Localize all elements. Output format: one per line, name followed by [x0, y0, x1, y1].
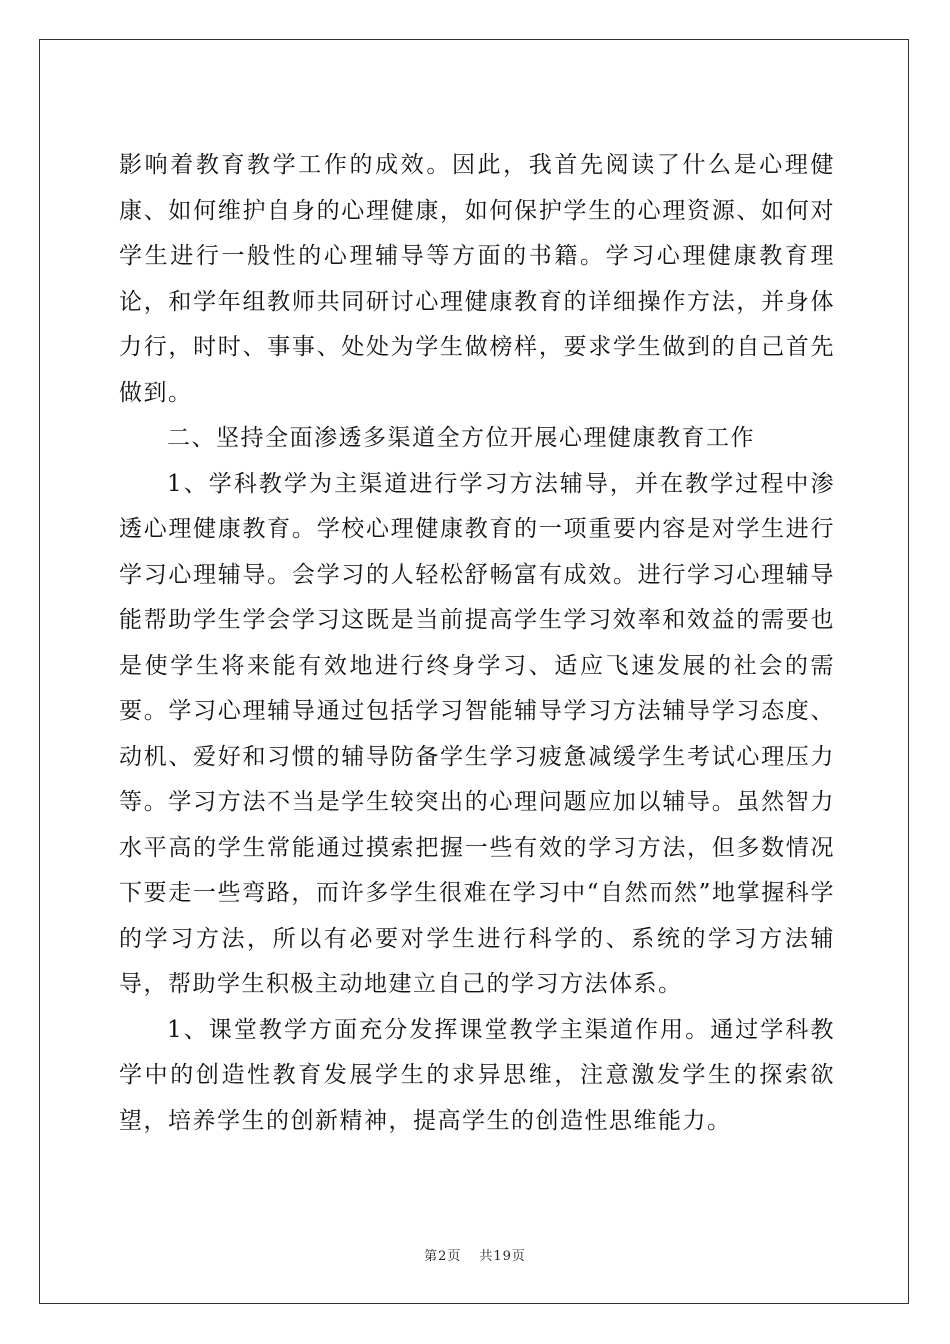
document-page: [39, 39, 909, 1304]
paragraph-intro: 影响着教育教学工作的成效。因此，我首先阅读了什么是心理健康、如何维护自身的心理健康，如何保护学生的心理资源、如何对学生进行一般性的心理辅导等方面的书籍。学习心理健康教育理论，和学年组教师共同研讨心理健康教育的详细操作方法，并身体力行，时时、事事、处处为学生做榜样，要求学生做到的自己首先做到。: [119, 152, 835, 406]
page-total: 共19页: [479, 1249, 526, 1264]
page-number: 第2页: [424, 1249, 462, 1264]
paragraph-classroom-teaching: 1、课堂教学方面充分发挥课堂教学主渠道作用。通过学科教学中的创造性教育发展学生的求异思维，注意激发学生的探索欲望，培养学生的创新精神，提高学生的创造性思维能力。: [119, 1016, 835, 1134]
document-body: [119, 143, 835, 1144]
page-footer: [40, 1245, 910, 1264]
section-heading: 二、坚持全面渗透多渠道全方位开展心理健康教育工作: [167, 425, 755, 451]
paragraph-subject-teaching: 1、学科教学为主渠道进行学习方法辅导，并在教学过程中渗透心理健康教育。学校心理健康教育的一项重要内容是对学生进行学习心理辅导。会学习的人轻松舒畅富有成效。进行学习心理辅导能帮助学生学会学习这既是当前提高学生学习效率和效益的需要也是使学生将来能有效地进行终身学习、适应飞速发展的社会的需要。学习心理辅导通过包括学习智能辅导学习方法辅导学习态度、动机、爱好和习惯的辅导防备学生学习疲惫减缓学生考试心理压力等。学习方法不当是学生较突出的心理问题应加以辅导。虽然智力水平高的学生常能通过摸索把握一些有效的学习方法，但多数情况下要走一些弯路，而许多学生很难在学习中“自然而然”地掌握科学的学习方法，所以有必要对学生进行科学的、系统的学习方法辅导，帮助学生积极主动地建立自己的学习方法体系。: [119, 470, 835, 997]
